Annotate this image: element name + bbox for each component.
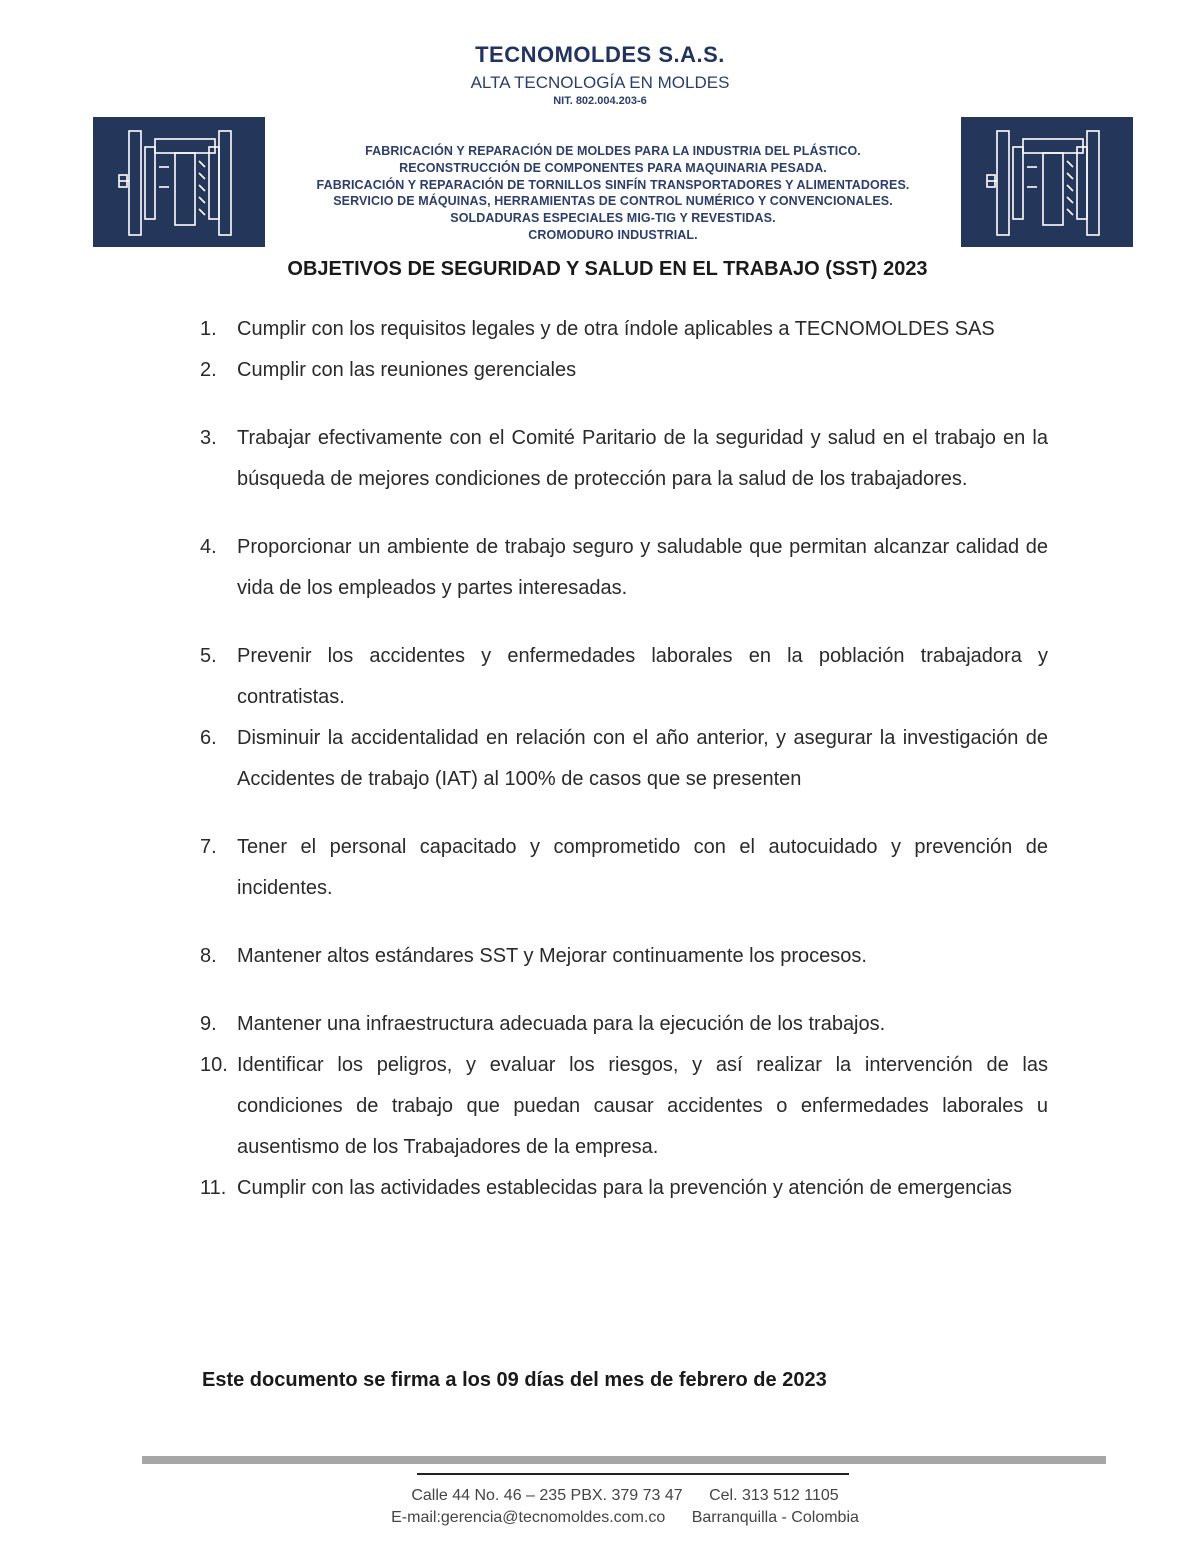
service-line: FABRICACIÓN Y REPARACIÓN DE MOLDES PARA LA INDUSTRIA DEL PLÁSTICO.: [365, 144, 861, 158]
list-item: [200, 636, 1048, 718]
service-line: SERVICIO DE MÁQUINAS, HERRAMIENTAS DE CONTROL NUMÉRICO Y CONVENCIONALES.: [333, 194, 893, 209]
service-line: RECONSTRUCCIÓN DE COMPONENTES PARA MAQUINARIA PESADA.: [399, 160, 827, 175]
list-item-number: 2.: [200, 359, 217, 381]
list-item-text: Cumplir con las reuniones gerenciales: [237, 359, 577, 381]
footer-contact: [0, 1485, 1200, 1529]
list-item-number: 11.: [200, 1177, 227, 1199]
footer-city: Barranquilla - Colombia: [691, 1509, 859, 1526]
footer-divider-line: [417, 1473, 849, 1475]
list-item: [200, 936, 1048, 977]
list-item-number: 1.: [200, 318, 217, 340]
footer-email[interactable]: E-mail:gerencia@tecnomoldes.com.co: [391, 1509, 666, 1526]
signature-statement: Este documento se firma a los 09 días del mes de febrero de 2023: [202, 1369, 827, 1391]
company-name: TECNOMOLDES S.A.S.: [475, 42, 725, 67]
list-item-number: 7.: [200, 836, 217, 858]
list-item-number: 6.: [200, 727, 217, 749]
service-line: FABRICACIÓN Y REPARACIÓN DE TORNILLOS SINFÍN TRANSPORTADORES Y ALIMENTADORES.: [316, 177, 910, 192]
list-item-text: Prevenir los accidentes y enfermedades laborales en la población trabajadora y contratistas.: [237, 645, 1048, 708]
list-item-number: 4.: [200, 536, 217, 558]
company-logo-left: [93, 117, 265, 247]
list-item-text: Cumplir con las actividades establecidas para la prevención y atención de emergencias: [237, 1177, 1012, 1199]
list-item: [200, 1045, 1048, 1168]
service-line: SOLDADURAS ESPECIALES MIG-TIG Y REVESTIDAS.: [450, 211, 776, 226]
list-item: [200, 827, 1048, 909]
list-item: [200, 1004, 1048, 1045]
list-item-text: Mantener altos estándares SST y Mejorar continuamente los procesos.: [237, 945, 867, 967]
document-title: OBJETIVOS DE SEGURIDAD Y SALUD EN EL TRABAJO (SST) 2023: [287, 258, 928, 280]
company-logo-right: [961, 117, 1133, 247]
objectives-list: [200, 309, 1048, 1209]
list-item-number: 8.: [200, 945, 217, 967]
list-item-text: Mantener una infraestructura adecuada para la ejecución de los trabajos.: [237, 1013, 886, 1035]
list-item: [200, 527, 1048, 609]
list-item-text: Cumplir con los requisitos legales y de otra índole aplicables a TECNOMOLDES SAS: [237, 318, 995, 340]
services-list: [265, 143, 961, 244]
list-item-text: Disminuir la accidentalidad en relación con el año anterior, y asegurar la investigación de Accidentes de trabajo (IAT) al 100% de casos que se presenten: [237, 727, 1048, 790]
list-item-number: 5.: [200, 645, 217, 667]
mold-logo-icon: [93, 117, 265, 247]
list-item: [200, 350, 1048, 391]
list-item: [200, 1168, 1048, 1209]
list-item-number: 10.: [200, 1054, 228, 1076]
service-line: CROMODURO INDUSTRIAL.: [528, 227, 698, 242]
mold-logo-icon: [961, 117, 1133, 247]
company-tagline: ALTA TECNOLOGÍA EN MOLDES: [470, 73, 730, 92]
list-item: [200, 309, 1048, 350]
list-item-text: Trabajar efectivamente con el Comité Paritario de la seguridad y salud en el trabajo en la búsqueda de mejores condiciones de protección para la salud de los trabajadores.: [237, 427, 1048, 490]
list-item-number: 3.: [200, 427, 217, 449]
list-item: [200, 418, 1048, 500]
list-item-text: Identificar los peligros, y evaluar los riesgos, y así realizar la intervención de las condiciones de trabajo que puedan causar accidentes o enfermedades laborales u ausentismo de los Trabajadores de la empresa.: [237, 1054, 1048, 1158]
list-item-text: Proporcionar un ambiente de trabajo seguro y saludable que permitan alcanzar calidad de vida de los empleados y partes interesadas.: [237, 536, 1048, 599]
footer-cel: Cel. 313 512 1105: [709, 1487, 839, 1504]
list-item-number: 9.: [200, 1013, 217, 1035]
footer-divider-bar: [142, 1456, 1106, 1464]
list-item-text: Tener el personal capacitado y comprometido con el autocuidado y prevención de incidentes.: [237, 836, 1048, 899]
letterhead: [0, 0, 1200, 250]
company-nit: NIT. 802.004.203-6: [553, 95, 647, 107]
list-item: [200, 718, 1048, 800]
footer-address: Calle 44 No. 46 – 235 PBX. 379 73 47: [411, 1487, 683, 1504]
